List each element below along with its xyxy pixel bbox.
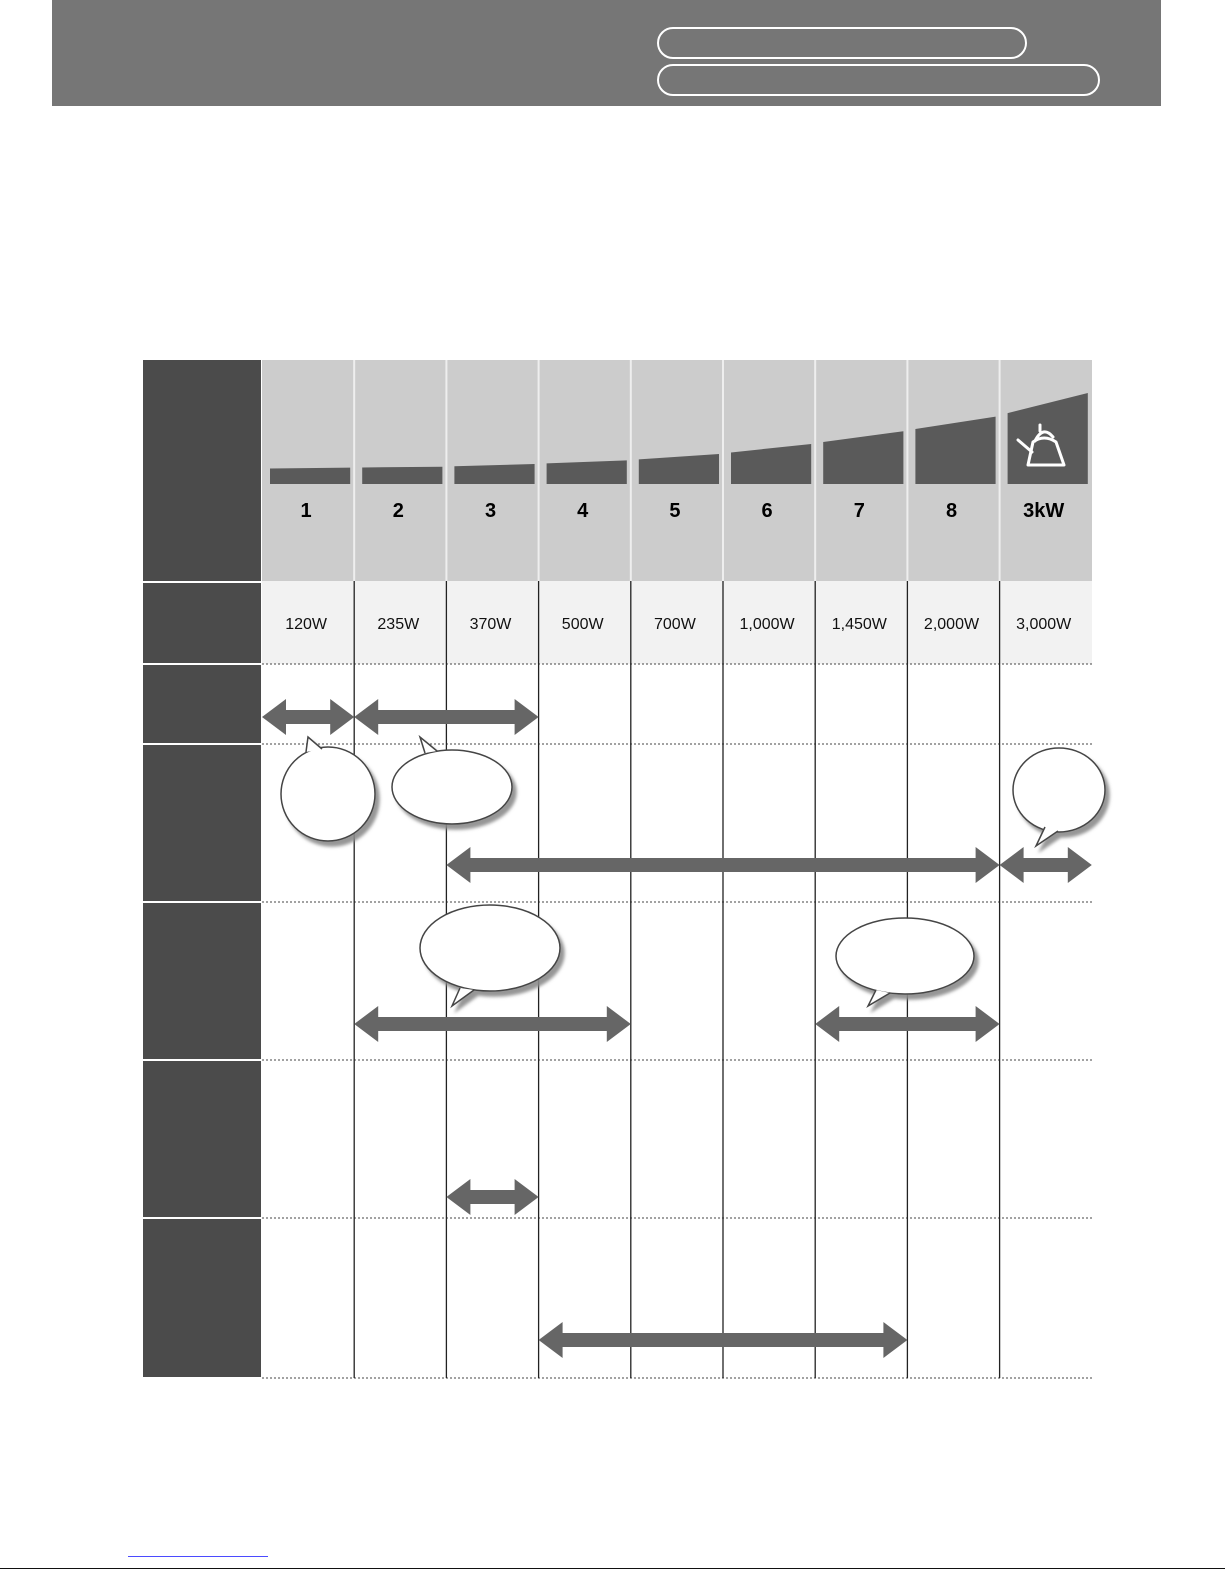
- power-watt-label: 370W: [469, 616, 512, 633]
- power-watt-label: 235W: [377, 616, 420, 633]
- power-bar: [454, 464, 534, 484]
- row-header-usage-5: [143, 1219, 261, 1377]
- power-level-label: 2: [392, 500, 404, 522]
- power-level-label: 3kW: [1023, 500, 1065, 522]
- power-watt-label: 2,000W: [923, 616, 980, 633]
- row-header-usage-2: [143, 745, 261, 901]
- speech-bubble: [1013, 748, 1105, 846]
- footer-link-underline: [128, 1556, 268, 1557]
- speech-bubble: [836, 918, 974, 1006]
- power-watt-label: 1,450W: [831, 616, 887, 633]
- watt-labels: [285, 616, 1072, 633]
- row-header-usage-3: [143, 903, 261, 1059]
- power-level-label: 6: [761, 500, 773, 522]
- power-watt-label: 120W: [285, 616, 327, 633]
- range-arrow: [354, 1006, 631, 1042]
- row-header-column: [143, 360, 261, 1377]
- power-watt-label: 700W: [654, 616, 696, 633]
- range-arrows: [262, 699, 1092, 1358]
- power-level-label: 1: [300, 500, 312, 522]
- footer-rule: [0, 1568, 1225, 1569]
- power-level-label: 3: [484, 500, 497, 522]
- power-level-label: 4: [577, 500, 589, 522]
- row-header-usage-4: [143, 1061, 261, 1217]
- power-level-label: 8: [945, 500, 958, 522]
- row-header-usage-1: [143, 665, 261, 743]
- range-arrow: [446, 1179, 538, 1215]
- row-header-watts: [143, 583, 261, 663]
- power-watt-label: 500W: [561, 616, 604, 633]
- speech-bubble: [392, 737, 512, 824]
- power-watt-label: 3,000W: [1016, 616, 1072, 633]
- range-arrow: [262, 699, 354, 735]
- power-level-label: 5: [669, 500, 681, 522]
- power-bar: [270, 468, 350, 484]
- range-arrow: [1000, 847, 1092, 883]
- speech-bubble: [281, 737, 375, 841]
- power-bar: [362, 467, 442, 484]
- row-header-levels: [143, 360, 261, 581]
- power-level-label: 7: [853, 500, 865, 522]
- power-bar: [547, 460, 627, 484]
- power-watt-label: 1,000W: [739, 616, 795, 633]
